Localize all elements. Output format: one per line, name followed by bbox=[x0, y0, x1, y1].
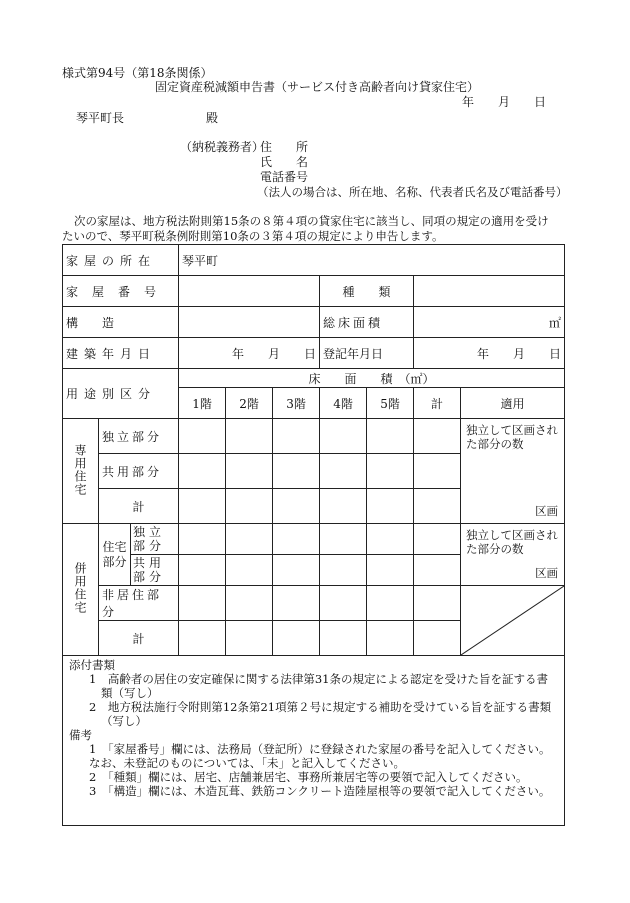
cell[interactable] bbox=[226, 419, 273, 454]
cell[interactable] bbox=[414, 524, 461, 555]
floor-area-field[interactable]: ㎡ bbox=[414, 307, 565, 338]
address-label: 住 所 bbox=[260, 140, 309, 154]
cell[interactable] bbox=[179, 524, 226, 555]
applied-header: 適用 bbox=[461, 388, 565, 419]
cell[interactable] bbox=[367, 555, 414, 586]
combined-independent-label: 独立部分 bbox=[131, 524, 179, 555]
floor-2-header: 2階 bbox=[226, 388, 273, 419]
cell[interactable] bbox=[367, 621, 414, 656]
cell[interactable] bbox=[273, 586, 320, 621]
cell[interactable] bbox=[226, 621, 273, 656]
name-label: 氏 名 bbox=[260, 155, 309, 169]
house-no-field[interactable] bbox=[179, 276, 320, 307]
exclusive-total-label: 計 bbox=[99, 489, 179, 524]
remark-1: 1 「家屋番号」欄には、法務局（登記所）に登録された家屋の番号を記入してください。なお、未登記のものについては、「未」と記入してください。 bbox=[89, 742, 551, 770]
exclusive-independent-label: 独立部分 bbox=[99, 419, 179, 454]
cell[interactable] bbox=[320, 454, 367, 489]
cell[interactable] bbox=[320, 586, 367, 621]
exclusive-apply-cell[interactable] bbox=[461, 419, 565, 524]
cell[interactable] bbox=[226, 524, 273, 555]
unit-label: 区画 bbox=[535, 566, 559, 580]
cell[interactable] bbox=[273, 555, 320, 586]
house-no-label: 家屋番号 bbox=[63, 276, 179, 307]
cell[interactable] bbox=[320, 489, 367, 524]
cell[interactable] bbox=[179, 555, 226, 586]
non-residential-label: 非居住部分 bbox=[99, 586, 179, 621]
combined-common-label: 共用部分 bbox=[131, 555, 179, 586]
cell[interactable] bbox=[273, 419, 320, 454]
date-field[interactable]: 年 月 日 bbox=[462, 95, 547, 109]
combined-apply-cell[interactable] bbox=[461, 524, 565, 586]
attachment-1: 1 高齢者の居住の安定確保に関する法律第31条の規定による認定を受けた旨を証する書類（写し） bbox=[89, 672, 548, 700]
remark-3: 3 「構造」欄には、木造瓦葺、鉄筋コンクリート造陸屋根等の要領で記入してください。 bbox=[89, 784, 551, 798]
floor-1-header: 1階 bbox=[179, 388, 226, 419]
cell[interactable] bbox=[414, 489, 461, 524]
remark-2: 2 「種類」欄には、居宅、店舗兼居宅、事務所兼居宅等の要領で記入してください。 bbox=[89, 770, 528, 784]
cell[interactable] bbox=[226, 586, 273, 621]
cell[interactable] bbox=[367, 586, 414, 621]
kind-field[interactable] bbox=[414, 276, 565, 307]
kind-label: 種 類 bbox=[320, 276, 414, 307]
apply-note: 独立して区画された部分の数 bbox=[466, 528, 559, 556]
cell[interactable] bbox=[179, 454, 226, 489]
cell[interactable] bbox=[320, 524, 367, 555]
location-value[interactable]: 琴平町 bbox=[179, 245, 565, 276]
reg-date-field[interactable]: 年 月 日 bbox=[414, 338, 565, 369]
cell[interactable] bbox=[414, 454, 461, 489]
apply-note: 独立して区画された部分の数 bbox=[466, 423, 559, 451]
built-date-field[interactable]: 年 月 日 bbox=[179, 338, 320, 369]
notes-section bbox=[62, 656, 565, 826]
cell[interactable] bbox=[367, 419, 414, 454]
form-title: 固定資産税減額申告書（サービス付き高齢者向け貸家住宅） bbox=[155, 80, 480, 94]
location-label: 家屋の所在 bbox=[63, 245, 179, 276]
corporate-note: （法人の場合は、所在地、名称、代表者氏名及び電話番号） bbox=[257, 185, 568, 199]
exclusive-housing-label: 専用住宅 bbox=[63, 419, 99, 524]
addressee: 琴平町長 bbox=[76, 111, 125, 125]
structure-label: 構 造 bbox=[63, 307, 179, 338]
floor-total-header: 計 bbox=[414, 388, 461, 419]
cell[interactable] bbox=[226, 454, 273, 489]
exclusive-common-label: 共用部分 bbox=[99, 454, 179, 489]
cell[interactable] bbox=[367, 489, 414, 524]
attachment-2: 2 地方税法施行令附則第12条第21項第２号に規定する補助を受けている旨を証する書類（写し） bbox=[89, 700, 552, 728]
cell[interactable] bbox=[179, 489, 226, 524]
cell[interactable] bbox=[179, 621, 226, 656]
residence-part-label: 住宅部分 bbox=[99, 524, 131, 586]
cell[interactable] bbox=[414, 419, 461, 454]
cell[interactable] bbox=[414, 621, 461, 656]
use-category-label: 用途別区分 bbox=[63, 369, 179, 419]
cell[interactable] bbox=[320, 419, 367, 454]
cell[interactable] bbox=[226, 489, 273, 524]
cell[interactable] bbox=[273, 454, 320, 489]
cell[interactable] bbox=[414, 555, 461, 586]
floor-area-header: 床 面 積 （㎡） bbox=[179, 369, 565, 388]
reg-date-label: 登記年月日 bbox=[320, 338, 414, 369]
combined-housing-label: 併用住宅 bbox=[63, 524, 99, 656]
intro-line-1: 次の家屋は、地方税法附則第15条の８第４項の貸家住宅に該当し、同項の規定の適用を受け bbox=[74, 214, 549, 228]
cell[interactable] bbox=[367, 524, 414, 555]
cell[interactable] bbox=[179, 586, 226, 621]
declaration-table bbox=[62, 244, 565, 656]
floor-3-header: 3階 bbox=[273, 388, 320, 419]
cell[interactable] bbox=[367, 454, 414, 489]
honorific: 殿 bbox=[206, 111, 219, 125]
cell[interactable] bbox=[273, 489, 320, 524]
structure-field[interactable] bbox=[179, 307, 320, 338]
cell[interactable] bbox=[179, 419, 226, 454]
unit-label: 区画 bbox=[535, 504, 559, 518]
form-number: 様式第94号（第18条関係） bbox=[62, 66, 213, 80]
attachments-heading: 添付書類 bbox=[69, 658, 115, 672]
cell[interactable] bbox=[273, 621, 320, 656]
combined-total-label: 計 bbox=[99, 621, 179, 656]
floor-5-header: 5階 bbox=[367, 388, 414, 419]
diagonal-line bbox=[461, 586, 564, 655]
floor-4-header: 4階 bbox=[320, 388, 367, 419]
remarks-heading: 備考 bbox=[69, 728, 92, 742]
diagonal-blank-cell bbox=[461, 586, 565, 656]
floor-area-label: 総床面積 bbox=[320, 307, 414, 338]
taxpayer-label: （納税義務者） bbox=[180, 140, 265, 154]
cell[interactable] bbox=[226, 555, 273, 586]
phone-label: 電話番号 bbox=[260, 170, 309, 184]
cell[interactable] bbox=[320, 555, 367, 586]
cell[interactable] bbox=[273, 524, 320, 555]
intro-line-2: たいので、琴平町税条例附則第10条の３第４項の規定により申告します。 bbox=[62, 229, 444, 243]
built-date-label: 建築年月日 bbox=[63, 338, 179, 369]
cell[interactable] bbox=[320, 621, 367, 656]
cell[interactable] bbox=[414, 586, 461, 621]
